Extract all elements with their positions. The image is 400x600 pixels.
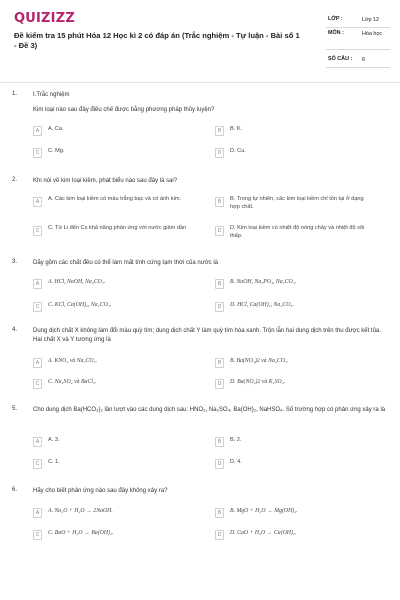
- option-text: C. BaO + H₂O → Ba(OH)₂.: [48, 530, 114, 536]
- meta-question-count-value: 6: [362, 57, 365, 63]
- meta-question-count-label: SỐ CÂU :: [328, 56, 353, 62]
- meta-question-count: [326, 54, 390, 68]
- worksheet-title: Đề kiểm tra 15 phút Hóa 12 Học kì 2 có đáp án (Trắc nghiệm - Tự luận - Bài số 1 - Đề 3): [14, 31, 300, 50]
- question-subtext: Kim loại nào sau đây điều chế được bằng phương pháp thủy luyện?: [33, 107, 215, 113]
- meta-grade-value: Lớp 12: [362, 17, 380, 23]
- option-letter-box: C: [33, 459, 42, 469]
- option-letter-box: B: [215, 358, 224, 368]
- quizizz-logo[interactable]: QUIZIZZ: [14, 11, 75, 26]
- option-letter-box: D: [215, 530, 224, 540]
- question-text: Dung dịch chất X không làm đổi màu quỳ tím; dung dịch chất Y làm quỳ tím hóa xanh. Trộn lẫn hai dung dịch trên thu được kết tủa. Hai chất X và Y tương ứng là: [33, 328, 381, 343]
- option-text: D. Kim loại kiềm có nhiệt độ nóng chảy và nhiệt độ sôi thấp.: [230, 225, 365, 239]
- meta-subject-value: Hóa học: [362, 31, 383, 37]
- option-text: C. 1.: [48, 459, 60, 465]
- question-text: Cho dung dịch Ba(HCO₃)₂ lần lượt vào các dung dịch sau: HNO₃, Na₂SO₄, Ba(OH)₂, NaHSO₄. Số trường hợp có phản ứng xảy ra là: [33, 407, 386, 413]
- option-text: C. Mg.: [48, 148, 65, 154]
- option-letter-box: D: [215, 148, 224, 158]
- option-text: C. KCl, Ca(OH)₂, Na₂CO₃.: [48, 302, 112, 308]
- option-text: C. Na₂SO₄ và BaCl₂.: [48, 379, 97, 385]
- option-letter-box: C: [33, 379, 42, 389]
- option-letter-box: B: [215, 279, 224, 289]
- question-number: 1.: [12, 91, 18, 97]
- option-letter-box: A: [33, 358, 42, 368]
- option-text: A. Các kim loại kiềm có màu trắng bạc và có ánh kim.: [48, 196, 182, 202]
- option-letter-box: D: [215, 226, 224, 236]
- option-letter-box: A: [33, 126, 42, 136]
- option-text: B. NaOH, Na₃PO₄, Na₂CO₃.: [230, 279, 297, 285]
- question-text: Dãy gồm các chất đều có thể làm mất tính cứng tạm thời của nước là: [33, 260, 218, 266]
- option-letter-box: C: [33, 148, 42, 158]
- option-text: A. Ca.: [48, 126, 64, 132]
- option-text: B. MgO + H₂O → Mg(OH)₂.: [230, 508, 298, 514]
- option-letter-box: D: [215, 379, 224, 389]
- option-text: A. Na₂O + H₂O → 2NaOH.: [48, 508, 113, 514]
- option-text: D. Cu.: [230, 148, 246, 154]
- option-text: A. KNO₃ và Na₂CO₃.: [48, 358, 98, 364]
- option-text: D. HCl, Ca(OH)₂, Na₂CO₃.: [230, 302, 294, 308]
- option-letter-box: B: [215, 126, 224, 136]
- option-letter-box: C: [33, 226, 42, 236]
- option-letter-box: B: [215, 508, 224, 518]
- option-letter-box: B: [215, 437, 224, 447]
- option-letter-box: A: [33, 437, 42, 447]
- option-text: D. 4.: [230, 459, 242, 465]
- question-number: 3.: [12, 259, 18, 265]
- option-letter-box: A: [33, 508, 42, 518]
- option-text: A. 3.: [48, 437, 60, 443]
- option-letter-box: C: [33, 530, 42, 540]
- question-number: 6.: [12, 487, 18, 493]
- option-text: B. K.: [230, 126, 243, 132]
- option-text: B. Trong tự nhiên, các kim loại kiềm chỉ tồn tại ở dạng hợp chất.: [230, 196, 364, 210]
- question-number: 2.: [12, 177, 18, 183]
- question-text: I.Trắc nghiệm: [33, 92, 70, 98]
- meta-subject: [326, 28, 390, 50]
- worksheet-meta: [326, 14, 390, 68]
- option-letter-box: D: [215, 459, 224, 469]
- question-number: 4.: [12, 327, 18, 333]
- option-text: A. HCl, NaOH, Na₂CO₃.: [48, 279, 106, 285]
- option-text: C. Từ Li đến Cs khả năng phản ứng với nước giảm dần: [48, 225, 187, 231]
- meta-grade: [326, 14, 390, 28]
- option-letter-box: C: [33, 302, 42, 312]
- question-text: Khi nói về kim loại kiềm, phát biểu nào sau đây là sai?: [33, 178, 178, 184]
- option-text: D. Ba(NO₃)2 và K₂SO₄.: [230, 379, 286, 385]
- option-letter-box: A: [33, 279, 42, 289]
- meta-subject-label: MÔN :: [328, 30, 344, 36]
- question-text: Hãy cho biết phản ứng nào sau đây không xảy ra?: [33, 488, 168, 494]
- option-letter-box: D: [215, 302, 224, 312]
- option-text: B. 2.: [230, 437, 242, 443]
- option-text: B. Ba(NO₃)2 và Na₂CO₃.: [230, 358, 289, 364]
- option-letter-box: B: [215, 197, 224, 207]
- option-text: D. CaO + H₂O → Ca(OH)₂.: [230, 530, 297, 536]
- option-letter-box: A: [33, 197, 42, 207]
- header-divider: [0, 82, 400, 83]
- meta-grade-label: LỚP :: [328, 16, 343, 22]
- question-number: 5.: [12, 406, 18, 412]
